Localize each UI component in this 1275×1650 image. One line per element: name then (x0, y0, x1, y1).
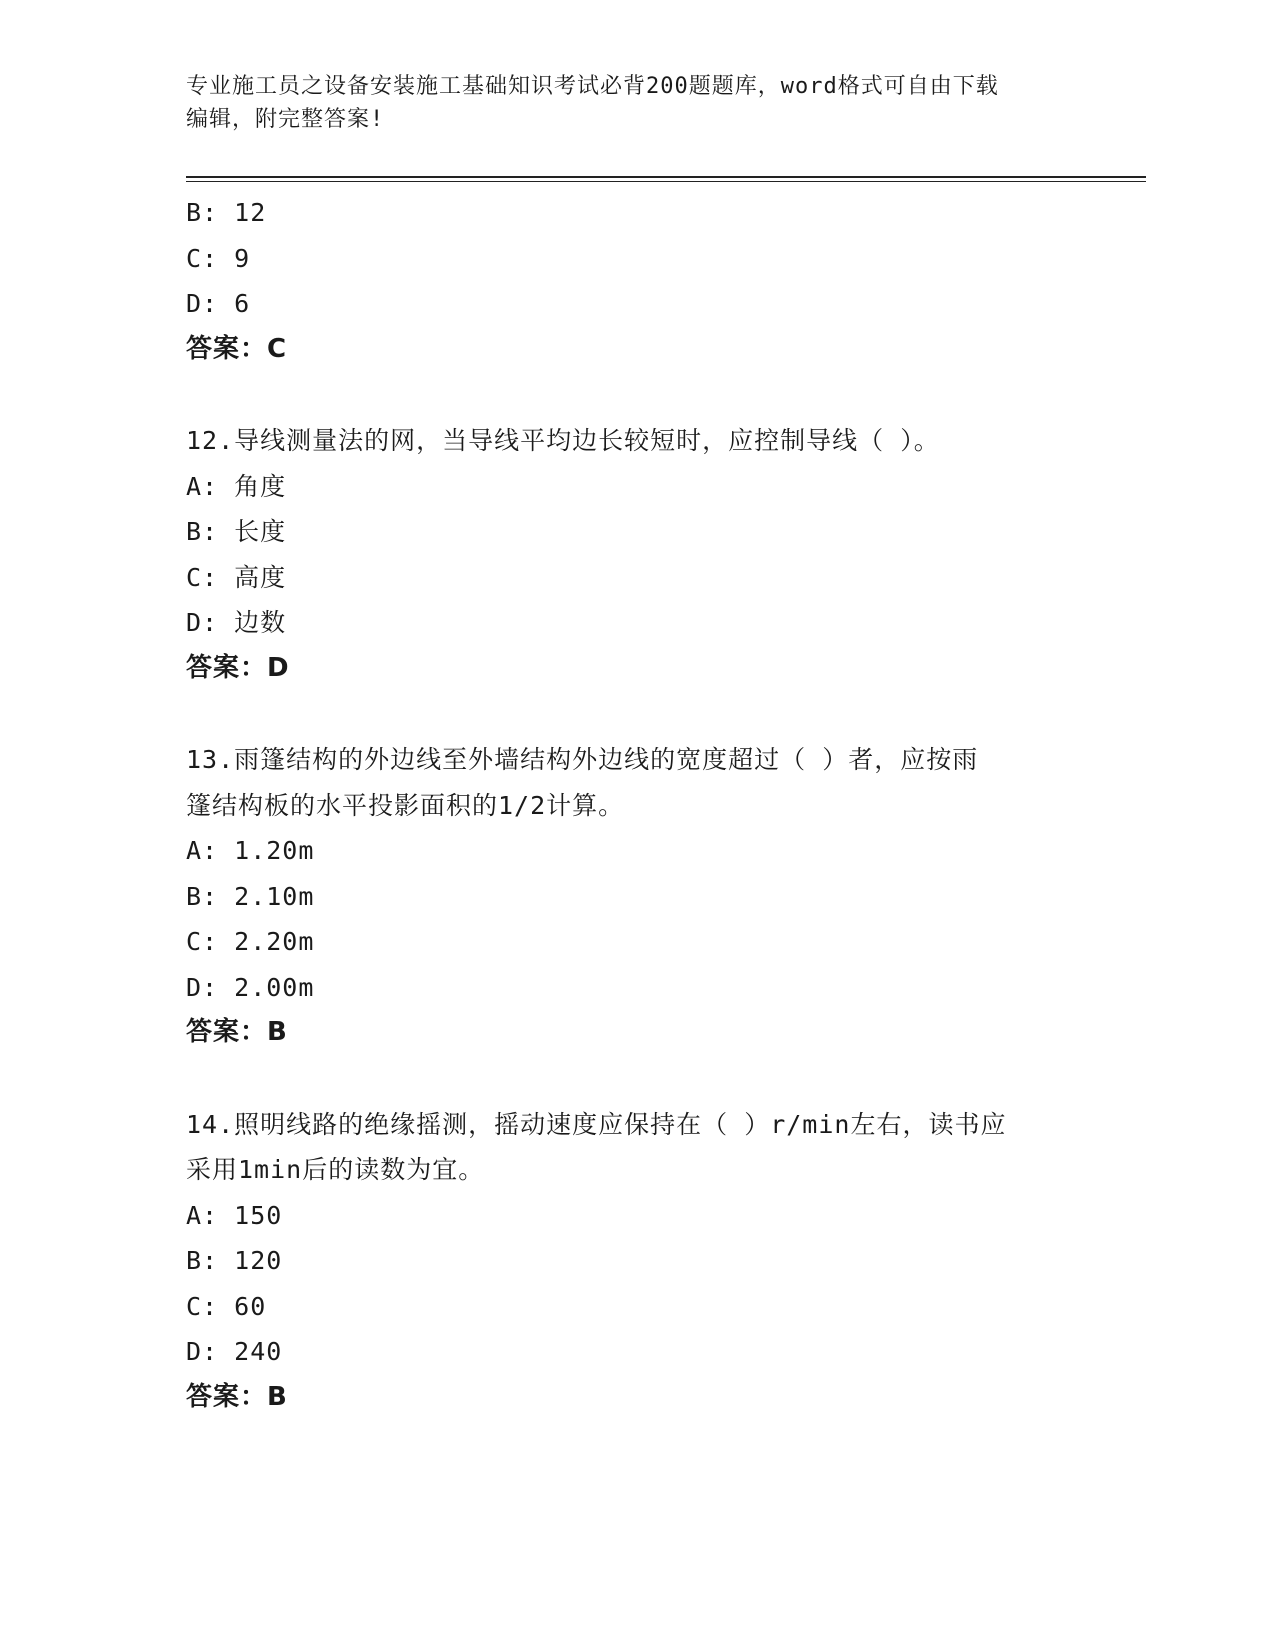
question-text-continued: 采用1min后的读数为宜。 (186, 1155, 485, 1184)
option-c: C: 2.20m (186, 927, 315, 956)
option-a: A: 角度 (186, 471, 287, 501)
option-b: B: 12 (186, 198, 267, 227)
question-text: 14.照明线路的绝缘摇测，摇动速度应保持在（ ）r/min左右，读书应 (186, 1109, 1007, 1139)
header-title-line-1: 专业施工员之设备安装施工基础知识考试必背200题题库，word格式可自由下载 (186, 74, 999, 99)
option-d: D: 2.00m (186, 972, 315, 1002)
question-text: 12.导线测量法的网，当导线平均边长较短时，应控制导线（ ）。 (186, 426, 940, 455)
answer: 答案：C (186, 333, 288, 364)
header-divider-thin (186, 181, 1146, 182)
answer: 答案：D (186, 652, 290, 683)
option-d: D: 边数 (186, 608, 287, 637)
option-b: B: 长度 (186, 517, 287, 546)
question-14 (186, 1102, 1146, 1421)
option-b: B: 2.10m (186, 881, 315, 911)
option-b: B: 120 (186, 1246, 283, 1275)
question-12 (186, 418, 1146, 691)
option-c: C: 9 (186, 243, 251, 273)
question-13 (186, 737, 1146, 1056)
option-d: D: 6 (186, 289, 251, 318)
header-divider (186, 176, 1146, 178)
answer: 答案：B (186, 1381, 288, 1412)
question-11-tail (186, 190, 1146, 372)
header-title-line-2: 编辑，附完整答案! (186, 107, 385, 132)
option-a: A: 150 (186, 1200, 283, 1230)
document-page (186, 0, 1146, 1650)
option-c: C: 高度 (186, 562, 287, 592)
question-list (186, 190, 1146, 1420)
question-text: 13.雨篷结构的外边线至外墙结构外边线的宽度超过（ ）者，应按雨 (186, 745, 979, 774)
option-a: A: 1.20m (186, 836, 315, 865)
answer: 答案：B (186, 1017, 288, 1047)
option-c: C: 60 (186, 1291, 267, 1321)
document-header (186, 70, 1086, 136)
question-text-continued: 篷结构板的水平投影面积的1/2计算。 (186, 790, 625, 820)
option-d: D: 240 (186, 1337, 283, 1366)
